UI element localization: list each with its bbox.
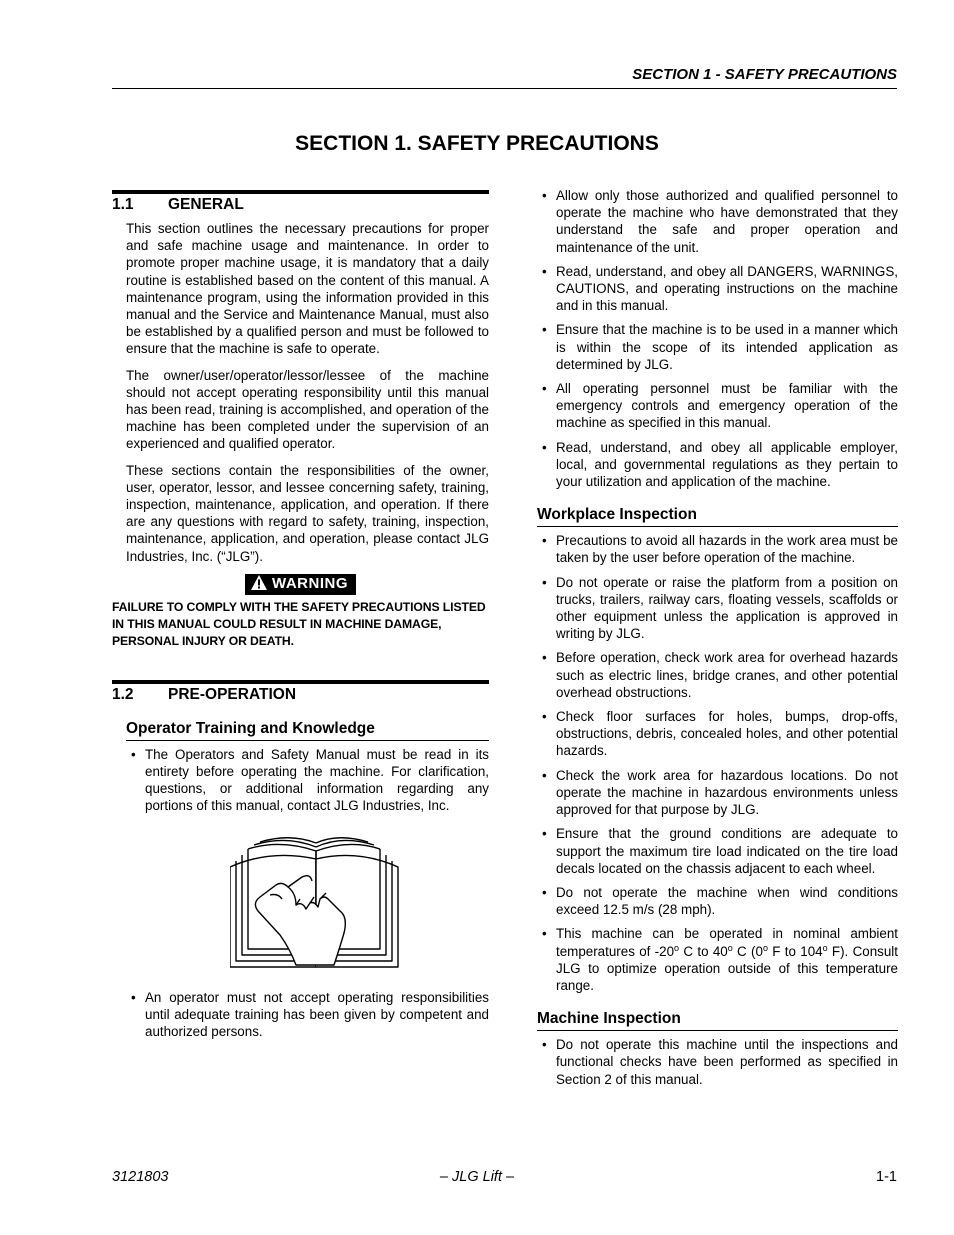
- list-item: • Ensure that the ground conditions are adequate to support the maximum tire load indicated on the tire load decals located on the chassis adjacent to each wheel.: [537, 825, 898, 877]
- subheading-machine-inspection: Machine Inspection: [537, 1010, 898, 1031]
- running-header: SECTION 1 - SAFETY PRECAUTIONS: [632, 66, 897, 83]
- list-item: • Check floor surfaces for holes, bumps, drop-offs, obstructions, debris, concealed holes, and other potential hazards.: [537, 708, 898, 760]
- list-item: • Before operation, check work area for overhead hazards such as electric lines, bridge cranes, and other potential overhead obstructions.: [537, 649, 898, 701]
- list-item-temperature: [537, 925, 898, 994]
- warning-callout: [112, 574, 489, 595]
- footer-brand: – JLG Lift –: [439, 1169, 515, 1185]
- subheading-operator-training: Operator Training and Knowledge: [126, 720, 489, 741]
- footer-doc-number: 3121803: [112, 1169, 169, 1185]
- section-heading-general: [112, 190, 489, 214]
- list-item: • Read, understand, and obey all applicable employer, local, and governmental regulations as they pertain to your utilization and application of the machine.: [537, 439, 898, 491]
- warning-text: FAILURE TO COMPLY WITH THE SAFETY PRECAUTIONS LISTED IN THIS MANUAL COULD RESULT IN MACHINE DAMAGE, PERSONAL INJURY OR DEATH.: [112, 599, 486, 648]
- list-item: • All operating personnel must be familiar with the emergency controls and emergency operation of the machine as specified in this manual.: [537, 380, 898, 432]
- temp-text: F to 104: [767, 943, 823, 959]
- degree-mark: o: [674, 942, 680, 953]
- paragraph: This section outlines the necessary precautions for proper and safe machine usage and maintenance. In order to promote proper machine usage, it is mandatory that a daily routine is established based on the content of this manual. A maintenance program, using the information provided in this manual and the Service and Maintenance Manual, must also be established by a qualified person and must be followed to ensure that the machine is safe to operate.: [126, 221, 489, 357]
- list-item: • Check the work area for hazardous locations. Do not operate the machine in hazardous environments unless approved for that purpose by JLG.: [537, 767, 898, 819]
- hand-holding-book-illustration: [230, 837, 400, 969]
- temp-text: This machine can be operated in nominal ambient temperatures of -20: [556, 926, 898, 959]
- temp-text: C to 40: [679, 943, 728, 959]
- bullet-list: [537, 1036, 898, 1088]
- list-item: • Ensure that the machine is to be used in a manner which is within the scope of its intended application as determined by JLG.: [537, 321, 898, 373]
- left-column: [112, 190, 489, 1047]
- footer-page-number: 1-1: [876, 1169, 897, 1185]
- list-item: • Do not operate or raise the platform from a position on trucks, trailers, railway cars, floating vessels, scaffolds or other equipment unless the application is approved in writing by JLG.: [537, 574, 898, 643]
- header-rule: [112, 88, 897, 89]
- list-item: • Precautions to avoid all hazards in the work area must be taken by the user before operation of the machine.: [537, 532, 898, 566]
- paragraph: The owner/user/operator/lessor/lessee of the machine should not accept operating responsibility until this manual has been read, training is accomplished, and operation of the machine has been completed under the supervision of an experienced and qualified operator.: [126, 367, 489, 452]
- section-number: 1.2: [112, 685, 134, 703]
- page-title: SECTION 1. SAFETY PRECAUTIONS: [295, 132, 659, 155]
- right-column: [537, 187, 898, 1095]
- bullet-list: [126, 746, 489, 815]
- section-title: GENERAL: [168, 196, 244, 213]
- list-item: • Allow only those authorized and qualified personnel to operate the machine who have demonstrated that they understand the safe and proper operation and maintenance of the unit.: [537, 187, 898, 256]
- list-item: • Do not operate this machine until the inspections and functional checks have been performed as specified in Section 2 of this manual.: [537, 1036, 898, 1088]
- list-item: • Do not operate the machine when wind conditions exceed 12.5 m/s (28 mph).: [537, 884, 898, 918]
- temp-text: F). Consult JLG to optimize operation outside of this temperature range.: [556, 943, 898, 993]
- bullet-list: [537, 187, 898, 490]
- bullet-list: [537, 532, 898, 994]
- bullet-list: [126, 989, 489, 1041]
- warning-badge: [245, 574, 356, 595]
- warning-label: WARNING: [272, 574, 348, 592]
- list-item: • The Operators and Safety Manual must be read in its entirety before operating the machine. For clarification, questions, or additional information regarding any portions of this manual, contact JLG Industries, Inc.: [126, 746, 489, 815]
- section-number: 1.1: [112, 196, 134, 213]
- degree-mark: o: [822, 942, 828, 953]
- degree-mark: o: [762, 942, 768, 953]
- subheading-workplace-inspection: Workplace Inspection: [537, 506, 898, 527]
- section-title: PRE-OPERATION: [168, 685, 297, 703]
- list-item: • An operator must not accept operating responsibilities until adequate training has been given by competent and authorized persons.: [126, 989, 489, 1041]
- paragraph: These sections contain the responsibilities of the owner, user, operator, lessor, and lessee concerning safety, training, inspection, maintenance, application, and operation. If there are any questions with regard to safety, training, inspection, maintenance, application, and operation, please contact JLG Industries, Inc. (“JLG”).: [126, 462, 489, 564]
- temp-text: C (0: [732, 943, 763, 959]
- warning-triangle-icon: [251, 575, 267, 594]
- degree-mark: o: [727, 942, 733, 953]
- list-item: • Read, understand, and obey all DANGERS, WARNINGS, CAUTIONS, and operating instructions on the machine and in this manual.: [537, 263, 898, 315]
- section-heading-preop: [112, 680, 489, 704]
